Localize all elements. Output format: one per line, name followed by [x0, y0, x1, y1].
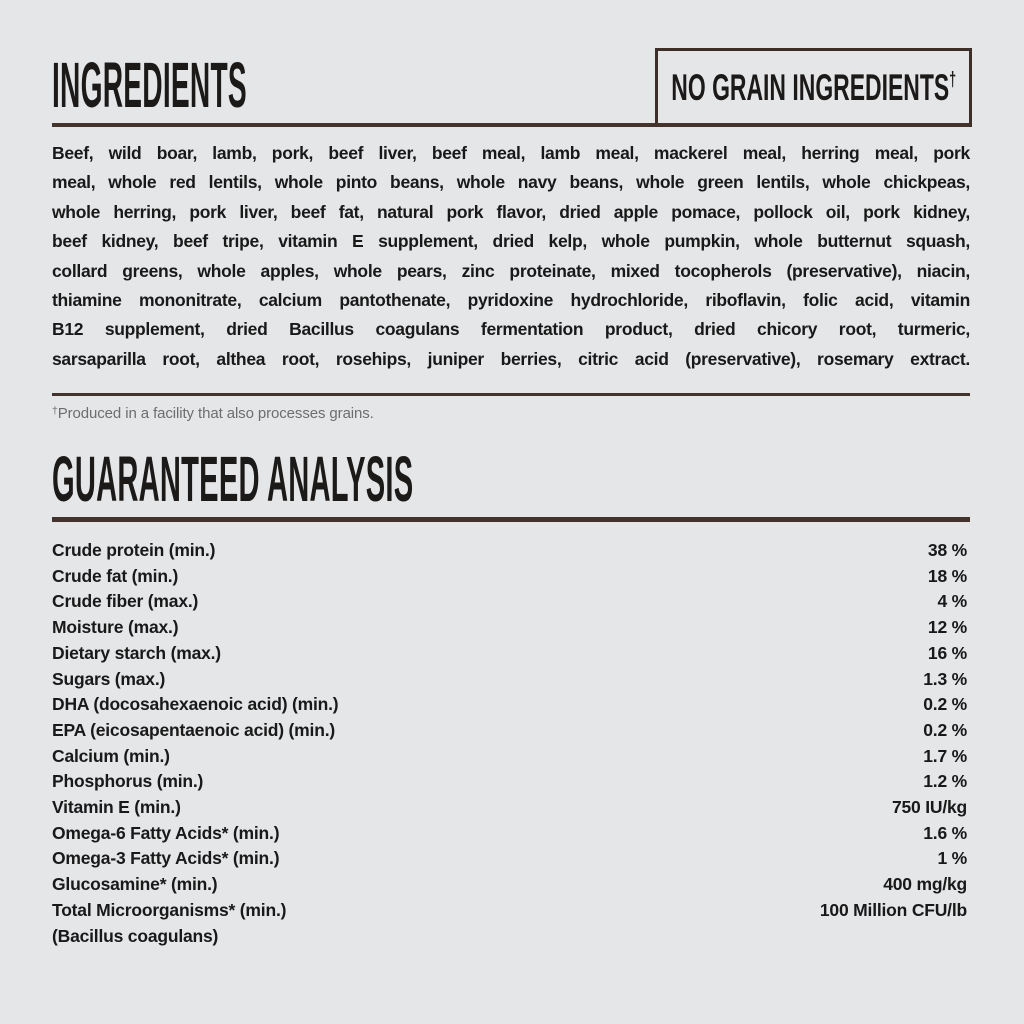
ingredients-line: thiamine mononitrate, calcium pantothenate, pyridoxine hydrochloride, riboflavin, folic acid, vitamin [52, 290, 970, 311]
analysis-row-value: 38 % [927, 540, 967, 560]
analysis-row-value: 1.3 % [923, 668, 967, 689]
analysis-row-value: 1.7 % [923, 745, 967, 766]
analysis-row-label: (Bacillus coagulans) [52, 925, 219, 946]
analysis-row [52, 846, 967, 872]
analysis-row [52, 667, 967, 693]
analysis-row-label: Omega-3 Fatty Acids* (min.) [52, 848, 280, 869]
analysis-row-label: Calcium (min.) [52, 745, 170, 766]
ingredients-line: B12 supplement, dried Bacillus coagulans fermentation product, dried chicory root, turmeric, [52, 319, 970, 340]
analysis-row [52, 821, 967, 847]
analysis-row-label: Dietary starch (max.) [52, 642, 221, 663]
analysis-row-value: 0.2 % [923, 694, 967, 715]
analysis-row-value: 16 % [927, 642, 967, 663]
analysis-row [52, 564, 967, 590]
analysis-row [52, 898, 967, 924]
analysis-row-label: Crude fat (min.) [52, 565, 179, 586]
analysis-row-label: Moisture (max.) [52, 617, 179, 638]
ingredients-section-title: INGREDIENTS [52, 49, 247, 121]
analysis-table [52, 538, 967, 949]
analysis-row-label: Crude protein (min.) [52, 540, 216, 560]
analysis-row [52, 795, 967, 821]
analysis-row-label: DHA (docosahexaenoic acid) (min.) [52, 694, 339, 715]
analysis-row [52, 872, 967, 898]
analysis-row-label: Total Microorganisms* (min.) [52, 899, 287, 920]
analysis-row [52, 692, 967, 718]
analysis-row [52, 744, 967, 770]
dagger-symbol: † [948, 69, 956, 91]
analysis-row [52, 924, 967, 950]
analysis-row-value: 1 % [937, 848, 967, 869]
analysis-row-value: 750 IU/kg [891, 797, 967, 818]
ingredients-header-rule [52, 123, 970, 127]
no-grain-badge-text [671, 69, 956, 106]
analysis-row-label: Vitamin E (min.) [52, 797, 181, 818]
ingredients-line: Beef, wild boar, lamb, pork, beef liver, beef meal, lamb meal, mackerel meal, herring meal, pork [52, 143, 970, 163]
analysis-row-value: 0.2 % [923, 719, 967, 740]
ingredients-line: collard greens, whole apples, whole pears, zinc proteinate, mixed tocopherols (preservative), niacin, [52, 260, 970, 281]
analysis-row-value: 1.2 % [923, 771, 967, 792]
ingredients-line: beef kidney, beef tripe, vitamin E supplement, dried kelp, whole pumpkin, whole butternut squash, [52, 231, 970, 252]
analysis-row [52, 718, 967, 744]
analysis-row-label: Crude fiber (max.) [52, 591, 199, 612]
footnote-separator-rule [52, 393, 970, 396]
analysis-row [52, 615, 967, 641]
analysis-row-label: Glucosamine* (min.) [52, 874, 218, 895]
analysis-row-value: 400 mg/kg [883, 874, 967, 895]
no-grain-badge-label: NO GRAIN INGREDIENTS [671, 67, 949, 108]
ingredients-line: sarsaparilla root, althea root, rosehips, juniper berries, citric acid (preservative), rosemary extract. [52, 348, 970, 369]
analysis-row-value: 18 % [927, 565, 967, 586]
ingredients-line: whole herring, pork liver, beef fat, natural pork flavor, dried apple pomace, pollock oil, pork kidney, [52, 201, 970, 222]
analysis-row-label: Omega-6 Fatty Acids* (min.) [52, 822, 280, 843]
no-grain-badge [655, 48, 972, 127]
analysis-row [52, 769, 967, 795]
analysis-row-value: 4 % [937, 591, 967, 612]
analysis-row-value: 1.6 % [923, 822, 967, 843]
ingredients-paragraph [52, 139, 970, 374]
analysis-row [52, 641, 967, 667]
analysis-header-rule [52, 517, 970, 522]
analysis-row [52, 538, 967, 564]
footnote-text: Produced in a facility that also processes grains. [57, 405, 374, 422]
analysis-row-label: Phosphorus (min.) [52, 771, 204, 792]
analysis-row-value: 100 Million CFU/lb [819, 899, 967, 920]
dagger-symbol: † [52, 405, 58, 417]
analysis-row-label: EPA (eicosapentaenoic acid) (min.) [52, 719, 335, 740]
guaranteed-analysis-section-title: GUARANTEED ANALYSIS [52, 443, 414, 515]
ingredients-line: meal, whole red lentils, whole pinto beans, whole navy beans, whole green lentils, whole chickpeas, [52, 172, 970, 193]
analysis-row-value: 12 % [927, 617, 967, 638]
analysis-row-label: Sugars (max.) [52, 668, 166, 689]
analysis-row [52, 589, 967, 615]
grain-facility-footnote [52, 402, 374, 423]
